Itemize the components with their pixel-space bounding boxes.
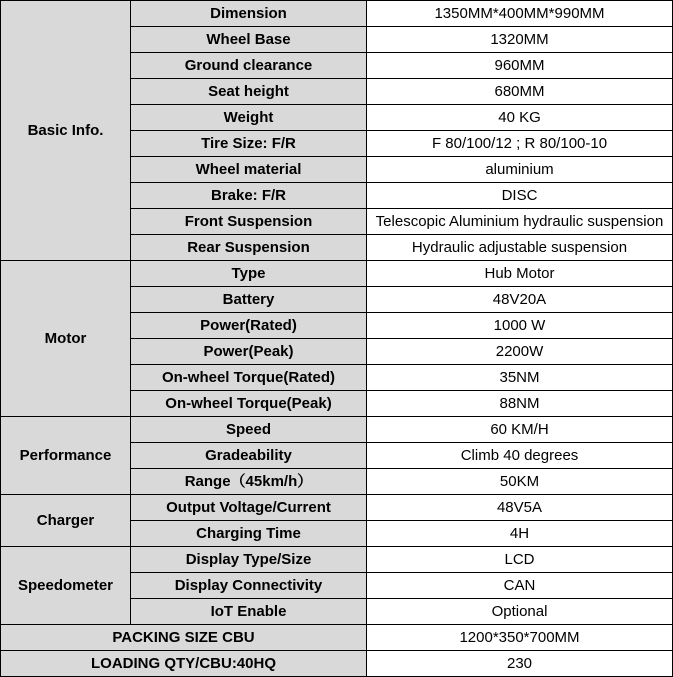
spec-value: F 80/100/12 ; R 80/100-10 (367, 131, 673, 157)
spec-value: Hub Motor (367, 261, 673, 287)
spec-label: Display Connectivity (131, 573, 367, 599)
spec-label: Power(Peak) (131, 339, 367, 365)
footer-row (1, 651, 673, 677)
spec-value: 40 KG (367, 105, 673, 131)
spec-label: Tire Size: F/R (131, 131, 367, 157)
spec-value: 60 KM/H (367, 417, 673, 443)
table-row (1, 417, 673, 443)
spec-label: Front Suspension (131, 209, 367, 235)
spec-label: On-wheel Torque(Peak) (131, 391, 367, 417)
spec-value: Climb 40 degrees (367, 443, 673, 469)
spec-value: DISC (367, 183, 673, 209)
spec-label: Battery (131, 287, 367, 313)
spec-table-body (1, 1, 673, 677)
spec-label: Type (131, 261, 367, 287)
spec-label: Ground clearance (131, 53, 367, 79)
spec-value: Telescopic Aluminium hydraulic suspension (367, 209, 673, 235)
spec-value: 1000 W (367, 313, 673, 339)
spec-label: Dimension (131, 1, 367, 27)
spec-label: Weight (131, 105, 367, 131)
spec-value: 48V5A (367, 495, 673, 521)
table-row (1, 547, 673, 573)
footer-value: 230 (367, 651, 673, 677)
spec-label: Rear Suspension (131, 235, 367, 261)
spec-label: IoT Enable (131, 599, 367, 625)
spec-value: LCD (367, 547, 673, 573)
spec-label: Gradeability (131, 443, 367, 469)
spec-value: 2200W (367, 339, 673, 365)
spec-value: Optional (367, 599, 673, 625)
spec-label: Speed (131, 417, 367, 443)
spec-value: 48V20A (367, 287, 673, 313)
footer-label: PACKING SIZE CBU (1, 625, 367, 651)
group-label: Speedometer (1, 547, 131, 625)
spec-value: aluminium (367, 157, 673, 183)
group-label: Basic Info. (1, 1, 131, 261)
group-label: Charger (1, 495, 131, 547)
footer-row (1, 625, 673, 651)
spec-label: Display Type/Size (131, 547, 367, 573)
spec-label: Seat height (131, 79, 367, 105)
spec-label: On-wheel Torque(Rated) (131, 365, 367, 391)
spec-value: 4H (367, 521, 673, 547)
spec-label: Range（45km/h） (131, 469, 367, 495)
spec-label: Charging Time (131, 521, 367, 547)
footer-value: 1200*350*700MM (367, 625, 673, 651)
spec-value: 960MM (367, 53, 673, 79)
spec-value: 88NM (367, 391, 673, 417)
spec-value: 1320MM (367, 27, 673, 53)
spec-value: 1350MM*400MM*990MM (367, 1, 673, 27)
spec-value: CAN (367, 573, 673, 599)
spec-value: 50KM (367, 469, 673, 495)
table-row (1, 495, 673, 521)
spec-value: 680MM (367, 79, 673, 105)
spec-value: Hydraulic adjustable suspension (367, 235, 673, 261)
group-label: Motor (1, 261, 131, 417)
spec-label: Wheel Base (131, 27, 367, 53)
table-row (1, 1, 673, 27)
spec-label: Power(Rated) (131, 313, 367, 339)
spec-label: Brake: F/R (131, 183, 367, 209)
spec-label: Output Voltage/Current (131, 495, 367, 521)
footer-label: LOADING QTY/CBU:40HQ (1, 651, 367, 677)
table-row (1, 261, 673, 287)
spec-label: Wheel material (131, 157, 367, 183)
spec-value: 35NM (367, 365, 673, 391)
group-label: Performance (1, 417, 131, 495)
